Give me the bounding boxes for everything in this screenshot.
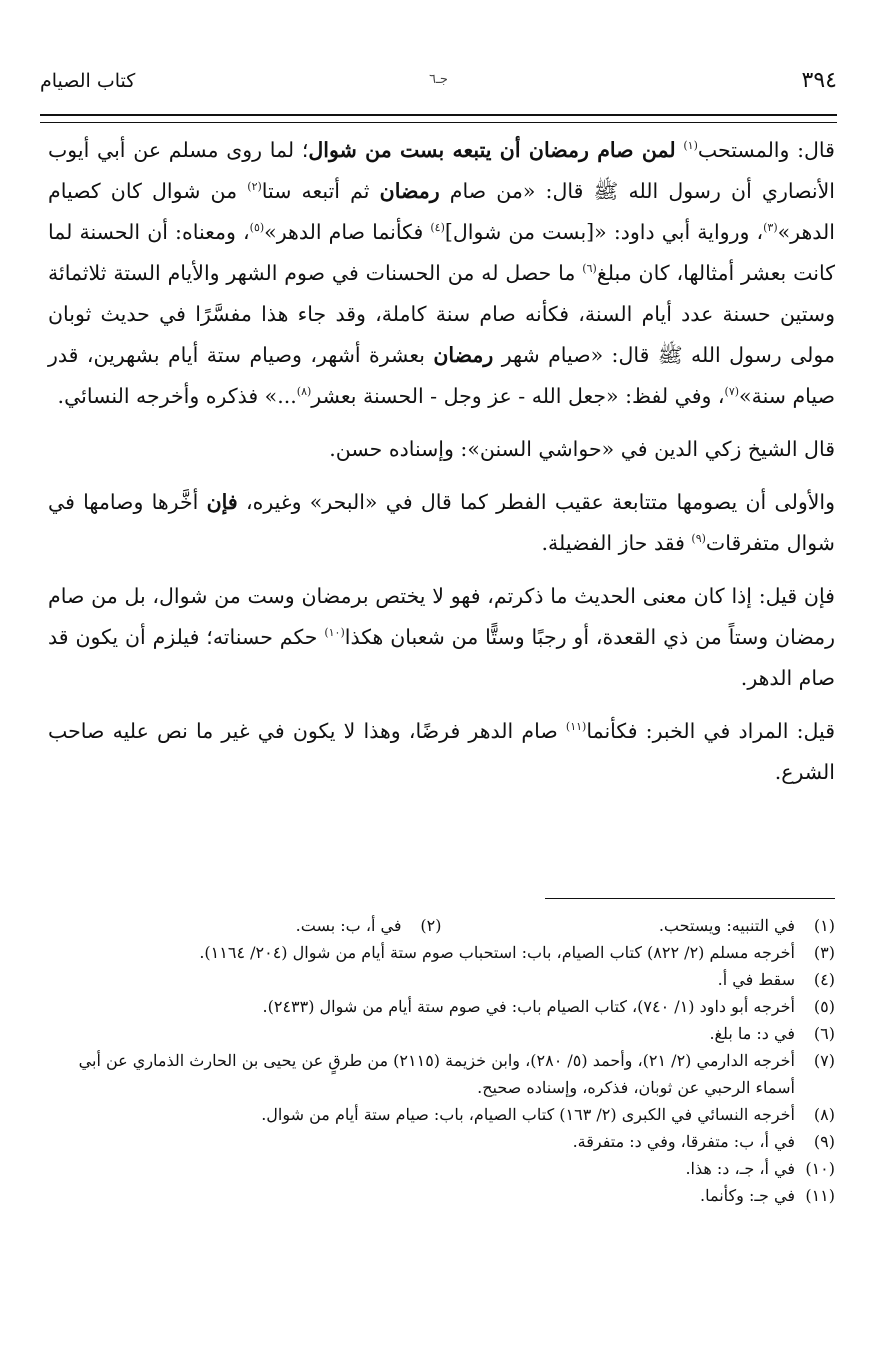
text-run: أخَّرها وصامها في شوال متفرقات (48, 490, 835, 555)
footnote-ref: (٨) (296, 385, 312, 399)
footnote-number: (٩) (813, 1132, 835, 1151)
footnote (48, 966, 835, 993)
bold-phrase: لمن صام رمضان أن يتبعه بست من شوال (308, 138, 676, 162)
footnote-text: أخرجه مسلم (٢/ ٨٢٢) كتاب الصيام، باب: استحباب صوم ستة أيام من شوال (٢٠٤/ ١١٦٤). (199, 943, 795, 962)
footnote (48, 993, 835, 1020)
footnote-ref: (٤) (430, 221, 445, 235)
text-run: قال الشيخ زكي الدين في «حواشي السنن»: وإسناده حسن. (329, 437, 835, 461)
paragraph (48, 429, 835, 470)
footnote-text: في أ، ب: بست. (295, 916, 402, 935)
paragraph (48, 130, 835, 417)
footnote-ref: (٢) (247, 180, 262, 194)
footnote-text: أخرجه الدارمي (٢/ ٢١)، وأحمد (٥/ ٢٨٠)، وابن خزيمة (٢١١٥) من طرقٍ عن يحيى بن الحارث الذماري عن أبي أسماء الرحبي عن ثوبان، فذكره، وإسناده صحيح. (78, 1051, 795, 1097)
footnote-ref: (٦) (582, 262, 597, 276)
text-run: قال: والمستحب (697, 138, 835, 162)
footnote (48, 1020, 835, 1047)
footnote-number: (١١) (805, 1186, 835, 1205)
text-run: ، ومعناه: أن الحسنة لما كانت بعشر أمثالها، كان مبلغ (48, 220, 835, 285)
footnote-number: (١) (813, 916, 835, 935)
text-run: صام الدهر فرضًا، وهذا لا يكون في غير ما نص عليه صاحب الشرع. (48, 719, 835, 784)
footnote-pair (48, 912, 835, 939)
footnote-number: (٣) (813, 943, 835, 962)
text-run: فكأنما صام الدهر» (264, 220, 431, 244)
footnote-number: (٢) (420, 916, 442, 935)
footnote-text: في د: ما بلغ. (709, 1024, 795, 1043)
paragraph (48, 482, 835, 564)
footnote (48, 1047, 835, 1101)
footnote-ref: (٥) (249, 221, 265, 235)
footnote-number: (٧) (813, 1051, 835, 1070)
footnote (48, 1182, 835, 1209)
footnote (48, 912, 442, 939)
footnote-ref: (١٠) (324, 626, 345, 640)
footnote-number: (٦) (813, 1024, 835, 1043)
footnote-ref: (٧) (724, 385, 740, 399)
footnote-text: في جـ: وكأنما. (699, 1186, 795, 1205)
footnote-ref: (٩) (691, 532, 706, 546)
text-run: ما حصل له من الحسنات في صوم الشهر والأيام الستة ثلاثمائة وستين حسنة عدد أيام السنة، فكأنه صام سنة كاملة، وقد جاء هذا مفسَّرًا في حديث ثوبان مولى رسول الله ﷺ قال: «صيام شهر (48, 261, 835, 367)
text-run: قيل: المراد في الخبر: فكأنما (586, 719, 836, 743)
text-run: حكم حسناته؛ فيلزم أن يكون قد صام الدهر. (48, 625, 835, 690)
footnote-rule (545, 898, 835, 899)
bold-phrase: رمضان (379, 179, 440, 203)
page-number: ٣٩٤ (801, 68, 837, 93)
footnotes (48, 912, 835, 1209)
text-run: ...» فذكره وأخرجه النسائي. (57, 384, 297, 408)
text-run: ، ورواية أبي داود: «[بست من شوال] (444, 220, 764, 244)
footnote-ref: (١١) (565, 720, 587, 734)
footnote (48, 1128, 835, 1155)
footnote-number: (١٠) (805, 1159, 835, 1178)
text-run: ؛ لما روى مسلم عن أبي أيوب الأنصاري أن رسول الله ﷺ قال: «من صام (48, 138, 835, 203)
text-run: بعشرة أشهر، وصيام ستة أيام بشهرين، قدر صيام سنة» (48, 343, 835, 408)
footnote-ref: (٣) (763, 221, 778, 235)
footnote-text: سقط في أ. (717, 970, 795, 989)
book-title: كتاب الصيام (40, 70, 136, 92)
footnote-text: أخرجه أبو داود (١/ ٧٤٠)، كتاب الصيام باب: في صوم ستة أيام من شوال (٢٤٣٣). (262, 997, 795, 1016)
volume-part: جـ٦ (429, 72, 448, 87)
bold-phrase: فإن (206, 490, 238, 514)
footnote-ref: (١) (683, 139, 698, 153)
text-run: من شوال كان كصيام الدهر» (48, 179, 835, 244)
bold-phrase: رمضان (433, 343, 494, 367)
footnote-text: أخرجه النسائي في الكبرى (٢/ ١٦٣) كتاب الصيام، باب: صيام ستة أيام من شوال. (261, 1105, 795, 1124)
main-text (48, 130, 835, 805)
footnote-text: في أ، ب: متفرقا، وفي د: متفرقة. (572, 1132, 795, 1151)
paragraph (48, 576, 835, 699)
footnote (48, 1155, 835, 1182)
header-rule (40, 114, 837, 123)
footnote-number: (٨) (813, 1105, 835, 1124)
footnote (48, 939, 835, 966)
text-run: والأولى أن يصومها متتابعة عقيب الفطر كما قال في «البحر» وغيره، (237, 490, 836, 514)
text-run: ثم أتبعه ستا (261, 179, 380, 203)
text-run: فإن قيل: إذا كان معنى الحديث ما ذكرتم، فهو لا يختص برمضان وست من شوال، بل من صام رمضان وستاً من ذي القعدة، أو رجبًا وستًّا من شعبان هكذا (48, 584, 835, 649)
footnote-number: (٥) (813, 997, 835, 1016)
page-header (40, 68, 837, 102)
paragraph (48, 711, 835, 793)
text-run: فقد حاز الفضيلة. (541, 531, 692, 555)
footnote-number: (٤) (813, 970, 835, 989)
footnote (48, 1101, 835, 1128)
text-run: ، وفي لفظ: «جعل الله - عز وجل - الحسنة بعشر (311, 384, 725, 408)
footnote-text: في التنبيه: ويستحب. (658, 916, 795, 935)
footnote (442, 912, 836, 939)
footnote-text: في أ، جـ، د: هذا. (685, 1159, 795, 1178)
